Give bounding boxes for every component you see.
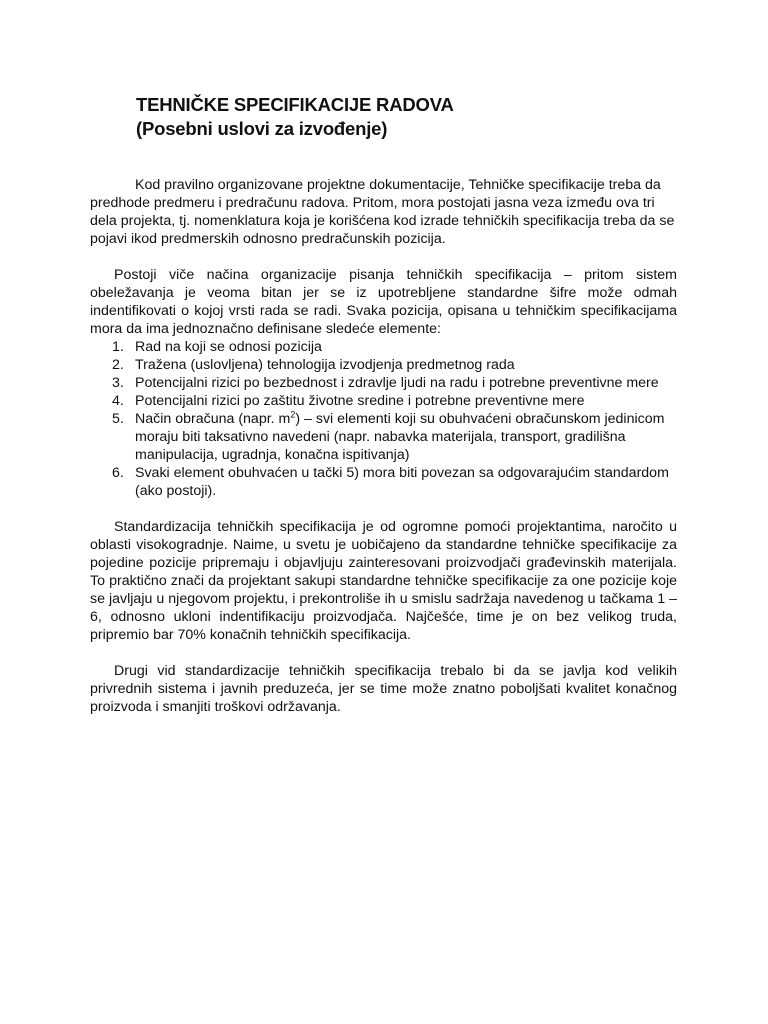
list-item-text: Svaki element obuhvaćen u tački 5) mora biti povezan sa odgovarajućim standardom (ako postoji).	[135, 465, 669, 499]
list-item	[90, 374, 677, 392]
list-item-text: Potencijalni rizici po zaštitu životne sredine i potrebne preventivne mere	[135, 393, 585, 409]
list-item-text: Potencijalni rizici po bezbednost i zdravlje ljudi na radu i potrebne preventivne mere	[135, 375, 659, 391]
elements-list	[90, 338, 677, 500]
list-item	[90, 464, 677, 500]
list-item-number: 3.	[112, 375, 124, 391]
paragraph-spacer	[90, 248, 677, 266]
paragraph-1: Kod pravilno organizovane projektne dokumentacije, Tehničke specifikacije treba da predhode predmeru i predračunu radova. Pritom, mora postojati jasna veza između ova tri dela projekta, tj. nomenklatura koja je korišćena kod izrade tehničkih specifikacija treba da se pojavi ikod predmerskih odnosno predračunskih pozicija.	[90, 177, 675, 247]
list-item	[90, 410, 677, 464]
document-body	[90, 176, 677, 716]
superscript-exponent: 2	[290, 409, 296, 420]
list-item-number: 5.	[112, 411, 124, 427]
paragraph-4: Drugi vid standardizacije tehničkih specifikacija trebalo bi da se javlja kod velikih privrednih sistema i javnih preduzeća, jer se time može znatno poboljšati kvalitet konačnog proizvoda i smanjiti troškovi održavanja.	[90, 663, 677, 715]
paragraph-spacer	[90, 644, 677, 662]
list-item-number: 6.	[112, 465, 124, 481]
list-item-text: Rad na koji se odnosi pozicija	[135, 339, 322, 355]
list-item-text	[135, 410, 677, 464]
list-item	[90, 392, 677, 410]
document-subtitle: (Posebni uslovi za izvođenje)	[136, 118, 388, 139]
list-item-number: 4.	[112, 393, 124, 409]
list-item-text: Tražena (uslovljena) tehnologija izvodjenja predmetnog rada	[135, 357, 515, 373]
list-item-number: 1.	[112, 339, 124, 355]
paragraph-spacer	[90, 500, 677, 518]
title-block	[136, 93, 636, 141]
paragraph-3: Standardizacija tehničkih specifikacija je od ogromne pomoći projektantima, naročito u oblasti visokogradnje. Naime, u svetu je uobičajeno da standardne tehničke specifikacije za pojedine pozicije pripremaju i objavljuju zainteresovani proizvodjači građevinskih materijala. To praktično znači da projektant sakupi standardne tehničke specifikacije za one pozicije koje se javljaju u njegovom projektu, i prekontroliše ih u smislu sadržaja navedenog u tačkama 1 – 6, odnosno ukloni indentifikaciju proizvodjača. Najčešće, time je on bez velikog truda, pripremio bar 70% konačnih tehničkih specifikacija.	[90, 519, 677, 643]
list-item-text-after: ) – svi elementi koji su obuhvaćeni obračunskom jedinicom moraju biti taksativno navedeni (napr. nabavka materijala, transport, gradilišna manipulacija, ugradnja, konačna ispitivanja)	[135, 411, 665, 463]
list-item	[90, 338, 677, 356]
list-item-number: 2.	[112, 357, 124, 373]
document-title: TEHNIČKE SPECIFIKACIJE RADOVA	[136, 94, 454, 115]
list-item-text-before: Način obračuna (napr. m	[135, 411, 291, 427]
list-item	[90, 356, 677, 374]
paragraph-2: Postoji viče načina organizacije pisanja tehničkih specifikacija – pritom sistem obeležavanja je veoma bitan jer se iz upotrebljene standardne šifre može odmah indentifikovati o kojoj vrsti rada se radi. Svaka pozicija, opisana u tehničkim specifikacijama mora da ima jednoznačno definisane sledeće elemente:	[90, 267, 677, 337]
